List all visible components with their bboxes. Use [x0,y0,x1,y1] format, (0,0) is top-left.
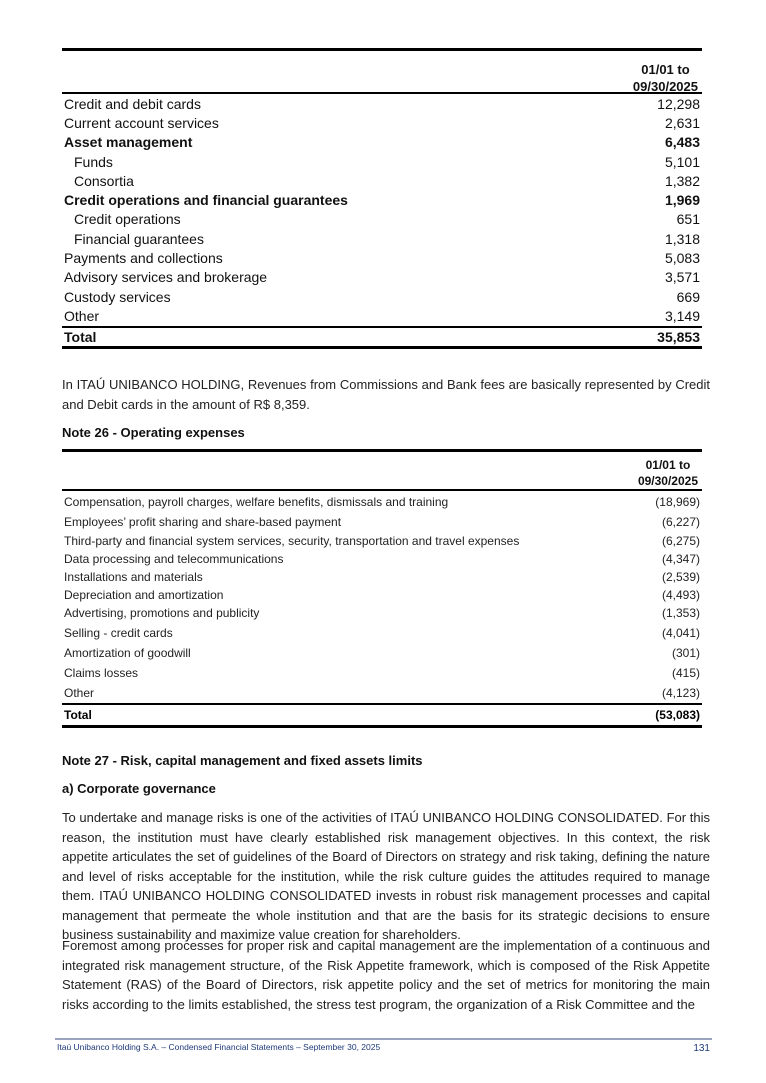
table-row [62,268,702,287]
total-value: (53,083) [655,708,700,722]
row-value: (4,347) [661,552,700,566]
table-header [62,452,702,488]
row-label: Installations and materials [64,570,203,584]
row-value: 5,083 [664,250,700,267]
row-label: Selling - credit cards [64,625,173,640]
total-value: 35,853 [657,328,700,345]
row-value: (6,227) [661,515,700,529]
row-label: Financial guarantees [74,230,204,247]
row-label: Payments and collections [64,250,223,267]
corporate-governance-subheading: a) Corporate governance [62,781,216,796]
row-label: Credit and debit cards [64,95,201,112]
row-label: Compensation, payroll charges, welfare benefits, dismissals and training [64,494,449,509]
table-row [62,663,702,683]
table-row [62,210,702,229]
row-value: (1,353) [661,606,700,620]
row-value: 3,571 [664,269,700,286]
note-27-heading: Note 27 - Risk, capital management and fixed assets limits [62,753,423,768]
table-row [62,643,702,663]
row-label: Amortization of goodwill [64,646,191,660]
row-value: (4,123) [661,686,700,700]
table-header [62,51,702,94]
row-value: 1,318 [664,230,700,247]
table-row [62,94,702,113]
row-value: 669 [676,288,700,305]
row-value: 2,631 [664,114,700,131]
total-label: Total [64,708,92,722]
row-value: 5,101 [664,153,700,170]
row-value: (4,041) [661,625,700,640]
row-label: Consortia [74,172,134,189]
note-26-heading: Note 26 - Operating expenses [62,425,245,440]
table-row [62,287,702,306]
row-label: Third-party and financial system services, security, transportation and travel expenses [64,534,520,548]
row-value: (4,493) [661,588,700,602]
table-row [62,306,702,325]
total-bottom-rule [62,725,702,728]
table-row [62,604,702,622]
row-label: Employees’ profit sharing and share-based payment [64,515,342,529]
row-value: 651 [676,211,700,228]
table-row [62,113,702,132]
column-header: 01/01 to 09/30/2025 [637,458,698,488]
table-row [62,683,702,703]
row-label: Current account services [64,114,219,131]
commissions-table [62,48,702,349]
table-row [62,491,702,512]
row-label: Asset management [64,134,193,151]
total-label: Total [64,328,97,345]
column-header: 01/01 to 09/30/2025 [632,62,698,94]
table-body [62,94,702,326]
row-label: Advertising, promotions and publicity [64,606,260,620]
corporate-governance-paragraph-2: Foremost among processes for proper risk and capital management are the implementation of a continuous and integrated risk management structure, of the Risk Appetite framework, which is composed of the Risk Appetite Statement (RAS) of the Board of Directors, risk appetite policy and the set of metrics for monitoring the main risks according to the limits established, the stress test program, the organization of a Risk Committee and the [62,938,710,1012]
table-row [62,550,702,568]
table-body [62,491,702,703]
table-row [62,190,702,209]
table-row [62,532,702,550]
row-label: Funds [74,153,113,170]
table-row [62,568,702,586]
table-row [62,586,702,604]
table-row [62,229,702,248]
row-value: 1,969 [664,192,700,209]
row-value: (415) [671,666,700,680]
table-row [62,512,702,532]
footer-text: Itaú Unibanco Holding S.A. – Condensed Financial Statements – September 30, 2025 [57,1042,381,1052]
total-row [62,328,702,346]
table-row [62,152,702,171]
table-row [62,133,702,152]
row-value: (18,969) [655,494,700,509]
row-value: 12,298 [657,95,700,112]
row-value: 3,149 [664,307,700,324]
footer-rule [55,1038,712,1040]
row-label: Custody services [64,288,171,305]
row-value: (6,275) [661,534,700,548]
row-value: (2,539) [661,570,700,584]
table-row [62,171,702,190]
row-label: Claims losses [64,666,139,680]
row-label: Advisory services and brokerage [64,269,268,286]
row-label: Other [64,307,100,324]
operating-expenses-table [62,449,702,728]
row-label: Credit operations [74,211,181,228]
row-label: Credit operations and financial guarantees [64,192,348,209]
total-bottom-rule [62,346,702,349]
commissions-note-paragraph: In ITAÚ UNIBANCO HOLDING, Revenues from Commissions and Bank fees are basically represented by Credit and Debit cards in the amount of R$ 8,359. [62,377,710,412]
table-row [62,622,702,643]
page-number: 131 [693,1043,710,1054]
corporate-governance-paragraph-1: To undertake and manage risks is one of the activities of ITAÚ UNIBANCO HOLDING CONSOLIDATED. For this reason, the institution must have clearly established risk management objectives. In this context, the risk appetite articulates the set of guidelines of the Board of Directors on strategy and risk taking, defining the nature and level of risks acceptable for the institution, while the risk culture guides the attitudes required to manage them. ITAÚ UNIBANCO HOLDING CONSOLIDATED invests in robust risk management processes and capital management that permeate the whole institution and that are the basis for its strategic decisions to ensure business sustainability and maximize value creation for shareholders. [62,810,710,942]
row-value: (301) [671,646,700,660]
table-row [62,248,702,267]
row-label: Depreciation and amortization [64,588,224,602]
row-value: 1,382 [664,172,700,189]
total-row [62,705,702,725]
row-value: 6,483 [664,134,700,151]
row-label: Data processing and telecommunications [64,552,284,566]
row-label: Other [64,686,95,700]
